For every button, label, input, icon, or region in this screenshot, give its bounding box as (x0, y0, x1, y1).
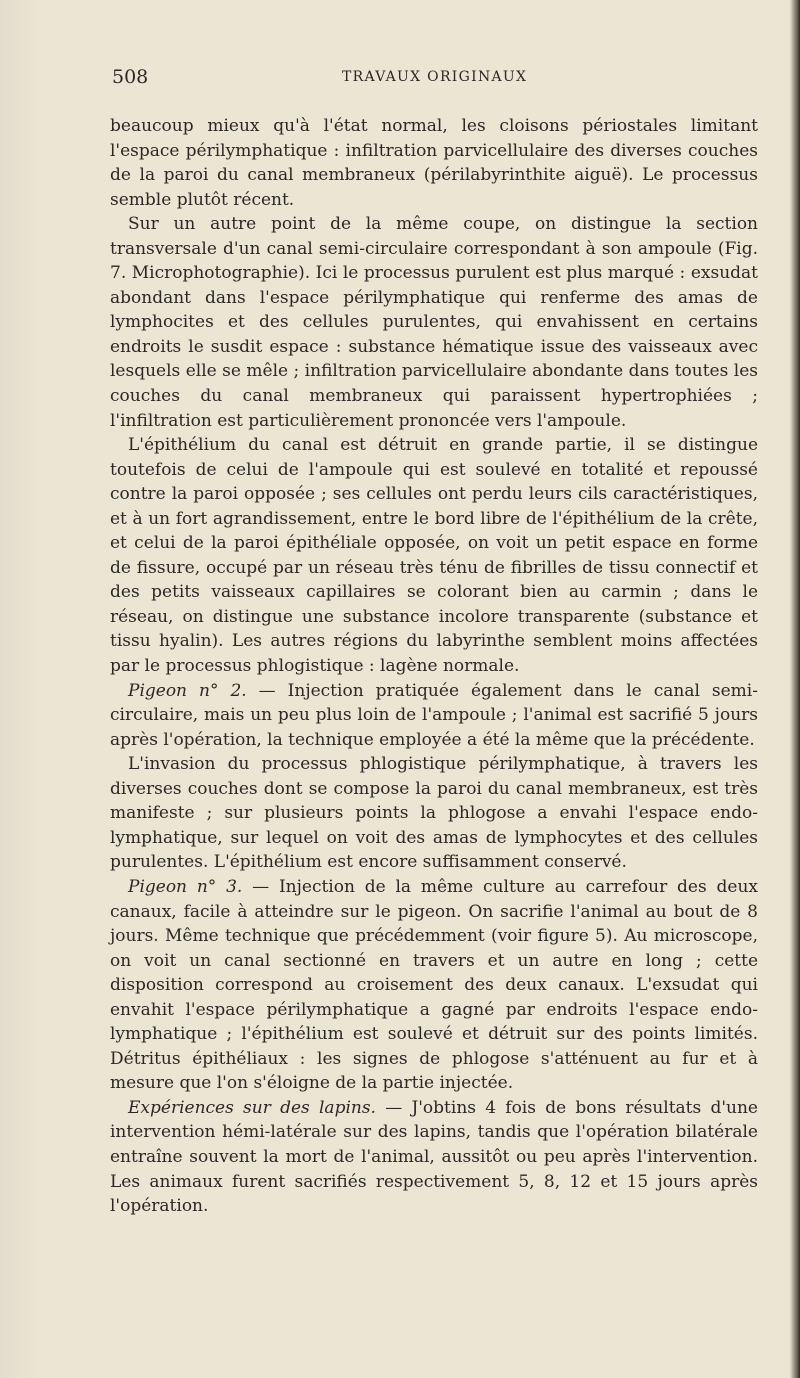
paragraph (110, 433, 758, 678)
paragraph-text: beaucoup mieux qu'à l'état normal, les cloisons périostales limitant l'espace périlymphatique : infiltration parvicellulaire des diverses couches de la paroi du canal membraneux (périlabyrinthite aiguë). Le processus semble plutôt récent. (110, 116, 758, 210)
body-text (110, 114, 758, 1219)
page-edge-shadow (790, 0, 800, 1378)
page-header (112, 66, 760, 96)
paragraph-text: — J'obtins 4 fois de bons résultats d'une intervention hémi-latérale sur des lapins, tandis que l'opération bilatérale entraîne souvent la mort de l'animal, aussitôt ou peu après l'intervention. Les animaux furent sacrifiés respectivement 5, 8, 12 et 15 jours après l'opération. (110, 1097, 758, 1217)
paragraph (110, 114, 758, 212)
paragraph (110, 875, 758, 1096)
paragraph-text: — Injection pratiquée également dans le canal semi-circulaire, mais un peu plus loin de l'ampoule ; l'animal est sacrifié 5 jours après l'opération, la technique employée a été la même que la précédente. (110, 680, 758, 750)
page-number: 508 (112, 66, 149, 88)
paragraph (110, 752, 758, 875)
paragraph-lead: Pigeon n° 2. (128, 680, 247, 701)
paragraph (110, 1096, 758, 1219)
paragraph-text: Sur un autre point de la même coupe, on distingue la section transversale d'un canal semi-circulaire correspondant à son ampoule (Fig. 7. Microphotographie). Ici le processus purulent est plus marqué : exsudat abondant dans l'espace périlymphatique qui renferme des amas de lymphocites et des cellules purulentes, qui envahissent en certains endroits le susdit espace : substance hématique issue des vaisseaux avec lesquels elle se mêle ; infiltration parvicellulaire abondante dans toutes les couches du canal membraneux qui paraissent hypertrophiées ; l'infiltration est particulièrement prononcée vers l'ampoule. (110, 214, 758, 431)
paragraph (110, 679, 758, 753)
paragraph-text: L'invasion du processus phlogistique périlymphatique, à travers les diverses couches dont se compose la paroi du canal membraneux, est très manifeste ; sur plusieurs points la phlogose a envahi l'espace endo-lymphatique, sur lequel on voit des amas de lymphocytes et des cellules purulentes. L'épithélium est encore suffisamment conservé. (110, 754, 758, 873)
paragraph-lead: Expériences sur des lapins. (128, 1097, 376, 1118)
running-title: TRAVAUX ORIGINAUX (342, 69, 528, 85)
paragraph-text: L'épithélium du canal est détruit en grande partie, il se distingue toutefois de celui de l'ampoule qui est soulevé en totalité et repoussé contre la paroi opposée ; ses cellules ont perdu leurs cils caractéristiques, et à un fort agrandissement, entre le bord libre de l'épithélium de la crête, et celui de la paroi épithéliale opposée, on voit un petit espace en forme de fissure, occupé par un réseau très ténu de fibrilles de tissu connectif et des petits vaisseaux capillaires se colorant bien au carmin ; dans le réseau, on distingue une substance incolore transparente (substance et tissu hyalin). Les autres régions du labyrinthe semblent moins affectées par le processus phlogistique : lagène normale. (110, 435, 758, 677)
paragraph-text: — Injection de la même culture au carrefour des deux canaux, facile à atteindre sur le pigeon. On sacrifie l'animal au bout de 8 jours. Même technique que précédemment (voir figure 5). Au microscope, on voit un canal sectionné en travers et un autre en long ; cette disposition correspond au croisement des deux canaux. L'exsudat qui envahit l'espace périlymphatique a gagné par endroits l'espace endo-lymphatique ; l'épithélium est soulevé et détruit sur des points limités. Détritus épithéliaux : les signes de phlogose s'atténuent au fur et à mesure que l'on s'éloigne de la partie injectée. (110, 876, 758, 1094)
paragraph (110, 212, 758, 433)
paragraph-lead: Pigeon n° 3. (128, 876, 243, 897)
